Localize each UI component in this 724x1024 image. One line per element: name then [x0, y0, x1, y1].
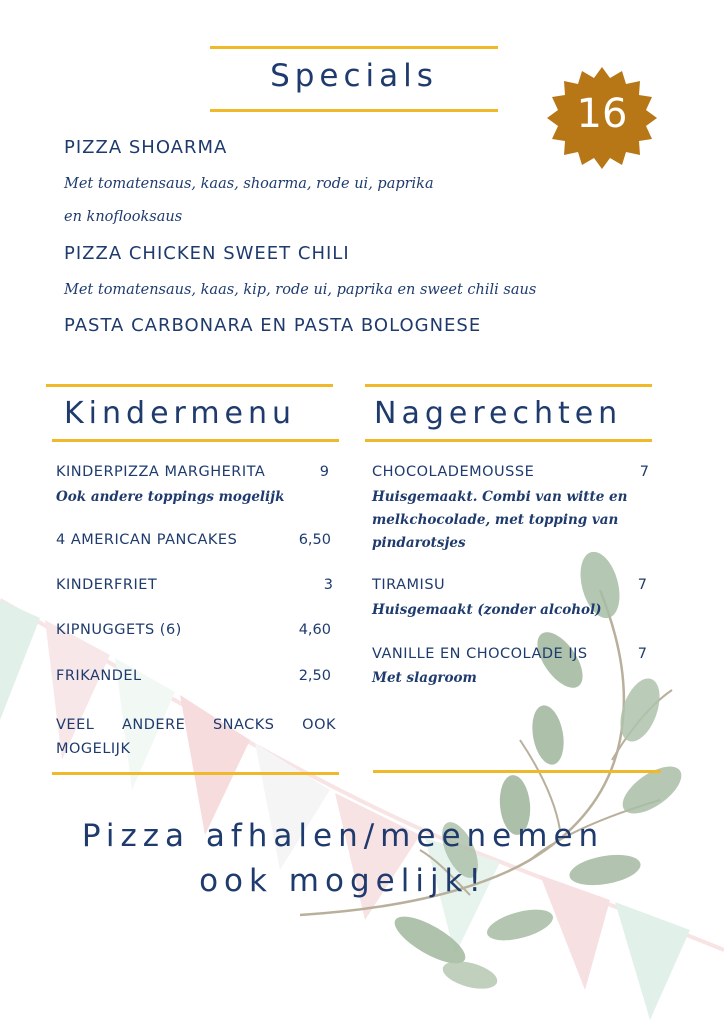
- nagerechten-item-name: TIRAMISU: [372, 577, 446, 593]
- specials-title: Specials: [270, 58, 438, 94]
- special-item-description: Met tomatensaus, kaas, kip, rode ui, paprika en sweet chili saus: [64, 282, 537, 298]
- nagerechten-item-name: VANILLE EN CHOCOLADE IJS: [372, 646, 588, 662]
- nagerechten-top-rule: [365, 384, 652, 387]
- special-item-description: en knoflooksaus: [64, 209, 183, 225]
- kindermenu-item-price: 9: [319, 464, 329, 480]
- nagerechten-item-description: pindarotsjes: [372, 535, 466, 551]
- nagerechten-bottom-rule: [365, 439, 652, 442]
- kindermenu-item-name: FRIKANDEL: [56, 668, 142, 684]
- footer-line-2: ook mogelijk!: [199, 863, 487, 899]
- nagerechten-end-rule: [373, 770, 661, 773]
- kindermenu-item-price: 6,50: [298, 532, 331, 548]
- special-item-name: PIZZA CHICKEN SWEET CHILI: [64, 243, 350, 264]
- specials-bottom-rule: [210, 109, 498, 112]
- nagerechten-title: Nagerechten: [374, 396, 623, 431]
- nagerechten-item-price: 7: [637, 646, 647, 662]
- kindermenu-item-name: 4 AMERICAN PANCAKES: [56, 532, 238, 548]
- nagerechten-item-description: melkchocolade, met topping van: [372, 512, 619, 528]
- footer-line-1: Pizza afhalen/meenemen: [81, 818, 605, 854]
- nagerechten-item-price: 7: [637, 577, 647, 593]
- special-item-name: PASTA CARBONARA EN PASTA BOLOGNESE: [64, 315, 482, 336]
- kindermenu-bottom-rule: [52, 439, 339, 442]
- bunting-decoration: [0, 600, 724, 1020]
- kindermenu-item-name: VEEL ANDERE SNACKS OOK MOGELIJK: [56, 717, 336, 757]
- special-item-name: PIZZA SHOARMA: [64, 137, 228, 158]
- price-badge: [544, 65, 660, 175]
- nagerechten-item-price: 7: [639, 464, 649, 480]
- specials-top-rule: [210, 46, 498, 49]
- nagerechten-item-description: Met slagroom: [372, 670, 477, 686]
- kindermenu-item-name: KIPNUGGETS (6): [56, 622, 182, 638]
- kindermenu-title: Kindermenu: [64, 396, 297, 431]
- kindermenu-item-description: Ook andere toppings mogelijk: [56, 489, 285, 505]
- nagerechten-item-description: Huisgemaakt. Combi van witte en: [372, 489, 628, 505]
- kindermenu-end-rule: [52, 772, 339, 775]
- kindermenu-item-name: KINDERFRIET: [56, 577, 158, 593]
- kindermenu-top-rule: [46, 384, 333, 387]
- nagerechten-item-name: CHOCOLADEMOUSSE: [372, 464, 535, 480]
- nagerechten-item-description: Huisgemaakt (zonder alcohol): [372, 602, 602, 618]
- kindermenu-item-price: 3: [323, 577, 333, 593]
- kindermenu-item-name: KINDERPIZZA MARGHERITA: [56, 464, 266, 480]
- special-item-description: Met tomatensaus, kaas, shoarma, rode ui, paprika: [64, 176, 434, 192]
- kindermenu-item-price: 4,60: [298, 622, 331, 638]
- badge-number: 16: [576, 91, 628, 137]
- kindermenu-item-price: 2,50: [298, 668, 331, 684]
